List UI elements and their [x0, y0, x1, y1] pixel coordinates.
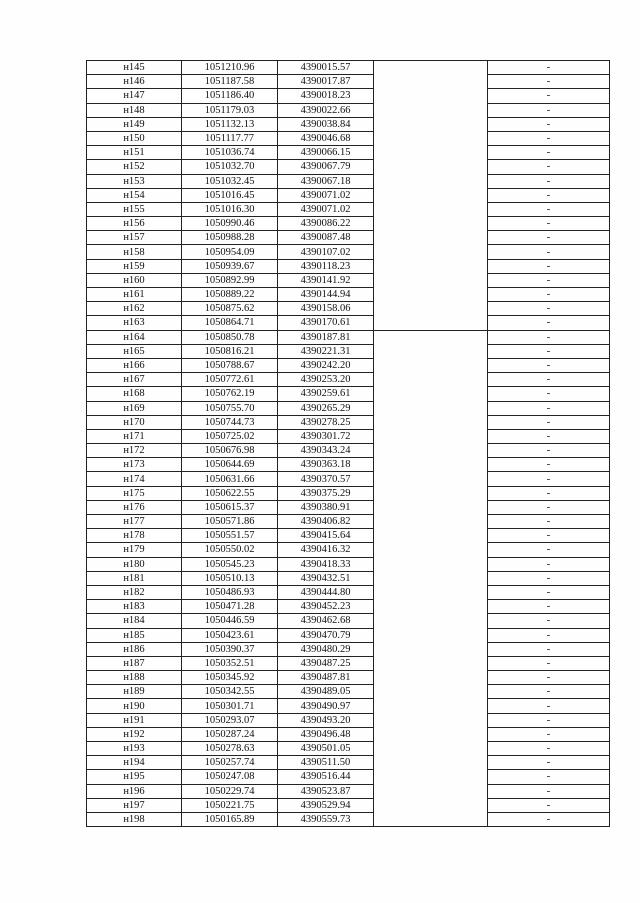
table-row — [87, 231, 610, 245]
table-row — [87, 89, 610, 103]
table-row — [87, 756, 610, 770]
point-id-cell: н162 — [87, 302, 182, 316]
note-cell: - — [488, 387, 610, 401]
note-cell: - — [488, 217, 610, 231]
note-cell: - — [488, 756, 610, 770]
table-row — [87, 401, 610, 415]
table-row — [87, 671, 610, 685]
note-cell: - — [488, 699, 610, 713]
x-coordinate-cell: 1051186.40 — [182, 89, 278, 103]
y-coordinate-cell: 4390470.79 — [278, 628, 374, 642]
y-coordinate-cell: 4390144.94 — [278, 288, 374, 302]
table-row — [87, 770, 610, 784]
x-coordinate-cell: 1050301.71 — [182, 699, 278, 713]
table-row — [87, 713, 610, 727]
x-coordinate-cell: 1050988.28 — [182, 231, 278, 245]
note-cell: - — [488, 259, 610, 273]
table-row — [87, 699, 610, 713]
note-cell: - — [488, 160, 610, 174]
x-coordinate-cell: 1050486.93 — [182, 585, 278, 599]
note-cell: - — [488, 770, 610, 784]
table-row — [87, 188, 610, 202]
x-coordinate-cell: 1050875.62 — [182, 302, 278, 316]
x-coordinate-cell: 1051032.45 — [182, 174, 278, 188]
table-row — [87, 529, 610, 543]
point-id-cell: н148 — [87, 103, 182, 117]
point-id-cell: н197 — [87, 798, 182, 812]
empty-cell-block-upper — [374, 61, 488, 331]
x-coordinate-cell: 1050615.37 — [182, 500, 278, 514]
point-id-cell: н145 — [87, 61, 182, 75]
note-cell: - — [488, 628, 610, 642]
table-row — [87, 500, 610, 514]
y-coordinate-cell: 4390118.23 — [278, 259, 374, 273]
note-cell: - — [488, 500, 610, 514]
table-row — [87, 543, 610, 557]
table-row — [87, 117, 610, 131]
point-id-cell: н168 — [87, 387, 182, 401]
x-coordinate-cell: 1050990.46 — [182, 217, 278, 231]
note-cell: - — [488, 600, 610, 614]
point-id-cell: н189 — [87, 685, 182, 699]
y-coordinate-cell: 4390380.91 — [278, 500, 374, 514]
y-coordinate-cell: 4390363.18 — [278, 458, 374, 472]
x-coordinate-cell: 1050165.89 — [182, 812, 278, 826]
point-id-cell: н146 — [87, 75, 182, 89]
note-cell: - — [488, 117, 610, 131]
point-id-cell: н171 — [87, 429, 182, 443]
y-coordinate-cell: 4390432.51 — [278, 571, 374, 585]
table-row — [87, 585, 610, 599]
y-coordinate-cell: 4390493.20 — [278, 713, 374, 727]
coordinates-table — [86, 60, 610, 827]
point-id-cell: н147 — [87, 89, 182, 103]
table-row — [87, 812, 610, 826]
note-cell: - — [488, 543, 610, 557]
x-coordinate-cell: 1050788.67 — [182, 358, 278, 372]
y-coordinate-cell: 4390071.02 — [278, 188, 374, 202]
table-row — [87, 202, 610, 216]
point-id-cell: н186 — [87, 642, 182, 656]
point-id-cell: н163 — [87, 316, 182, 330]
note-cell: - — [488, 656, 610, 670]
x-coordinate-cell: 1050229.74 — [182, 784, 278, 798]
note-cell: - — [488, 429, 610, 443]
x-coordinate-cell: 1050631.66 — [182, 472, 278, 486]
y-coordinate-cell: 4390067.79 — [278, 160, 374, 174]
table-row — [87, 727, 610, 741]
note-cell: - — [488, 75, 610, 89]
point-id-cell: н153 — [87, 174, 182, 188]
point-id-cell: н165 — [87, 344, 182, 358]
y-coordinate-cell: 4390501.05 — [278, 742, 374, 756]
note-cell: - — [488, 515, 610, 529]
x-coordinate-cell: 1050725.02 — [182, 429, 278, 443]
y-coordinate-cell: 4390416.32 — [278, 543, 374, 557]
table-row — [87, 784, 610, 798]
point-id-cell: н174 — [87, 472, 182, 486]
point-id-cell: н180 — [87, 557, 182, 571]
point-id-cell: н188 — [87, 671, 182, 685]
y-coordinate-cell: 4390046.68 — [278, 131, 374, 145]
y-coordinate-cell: 4390496.48 — [278, 727, 374, 741]
point-id-cell: н152 — [87, 160, 182, 174]
x-coordinate-cell: 1050345.92 — [182, 671, 278, 685]
point-id-cell: н196 — [87, 784, 182, 798]
y-coordinate-cell: 4390067.18 — [278, 174, 374, 188]
y-coordinate-cell: 4390086.22 — [278, 217, 374, 231]
point-id-cell: н160 — [87, 273, 182, 287]
point-id-cell: н195 — [87, 770, 182, 784]
note-cell: - — [488, 798, 610, 812]
x-coordinate-cell: 1051210.96 — [182, 61, 278, 75]
note-cell: - — [488, 415, 610, 429]
point-id-cell: н194 — [87, 756, 182, 770]
point-id-cell: н166 — [87, 358, 182, 372]
x-coordinate-cell: 1050423.61 — [182, 628, 278, 642]
y-coordinate-cell: 4390242.20 — [278, 358, 374, 372]
coordinates-table-body — [87, 61, 610, 827]
note-cell: - — [488, 188, 610, 202]
note-cell: - — [488, 373, 610, 387]
point-id-cell: н190 — [87, 699, 182, 713]
note-cell: - — [488, 642, 610, 656]
x-coordinate-cell: 1050850.78 — [182, 330, 278, 344]
y-coordinate-cell: 4390278.25 — [278, 415, 374, 429]
note-cell: - — [488, 288, 610, 302]
point-id-cell: н179 — [87, 543, 182, 557]
x-coordinate-cell: 1050510.13 — [182, 571, 278, 585]
point-id-cell: н154 — [87, 188, 182, 202]
x-coordinate-cell: 1051036.74 — [182, 146, 278, 160]
note-cell: - — [488, 330, 610, 344]
point-id-cell: н156 — [87, 217, 182, 231]
y-coordinate-cell: 4390265.29 — [278, 401, 374, 415]
empty-cell-block-lower — [374, 330, 488, 827]
x-coordinate-cell: 1051117.77 — [182, 131, 278, 145]
table-row — [87, 217, 610, 231]
note-cell: - — [488, 358, 610, 372]
y-coordinate-cell: 4390107.02 — [278, 245, 374, 259]
table-row — [87, 330, 610, 344]
table-row — [87, 628, 610, 642]
x-coordinate-cell: 1050755.70 — [182, 401, 278, 415]
y-coordinate-cell: 4390444.80 — [278, 585, 374, 599]
y-coordinate-cell: 4390158.06 — [278, 302, 374, 316]
y-coordinate-cell: 4390259.61 — [278, 387, 374, 401]
x-coordinate-cell: 1051032.70 — [182, 160, 278, 174]
y-coordinate-cell: 4390015.57 — [278, 61, 374, 75]
note-cell: - — [488, 671, 610, 685]
note-cell: - — [488, 245, 610, 259]
x-coordinate-cell: 1050352.51 — [182, 656, 278, 670]
table-row — [87, 515, 610, 529]
table-row — [87, 444, 610, 458]
note-cell: - — [488, 458, 610, 472]
x-coordinate-cell: 1050293.07 — [182, 713, 278, 727]
x-coordinate-cell: 1051179.03 — [182, 103, 278, 117]
table-row — [87, 160, 610, 174]
table-row — [87, 742, 610, 756]
note-cell: - — [488, 61, 610, 75]
y-coordinate-cell: 4390452.23 — [278, 600, 374, 614]
x-coordinate-cell: 1050221.75 — [182, 798, 278, 812]
table-row — [87, 358, 610, 372]
y-coordinate-cell: 4390370.57 — [278, 472, 374, 486]
table-row — [87, 614, 610, 628]
point-id-cell: н178 — [87, 529, 182, 543]
point-id-cell: н181 — [87, 571, 182, 585]
note-cell: - — [488, 344, 610, 358]
table-row — [87, 387, 610, 401]
x-coordinate-cell: 1050257.74 — [182, 756, 278, 770]
y-coordinate-cell: 4390516.44 — [278, 770, 374, 784]
point-id-cell: н176 — [87, 500, 182, 514]
y-coordinate-cell: 4390480.29 — [278, 642, 374, 656]
note-cell: - — [488, 444, 610, 458]
y-coordinate-cell: 4390071.02 — [278, 202, 374, 216]
point-id-cell: н173 — [87, 458, 182, 472]
point-id-cell: н155 — [87, 202, 182, 216]
table-row — [87, 75, 610, 89]
note-cell: - — [488, 585, 610, 599]
x-coordinate-cell: 1050287.24 — [182, 727, 278, 741]
point-id-cell: н157 — [87, 231, 182, 245]
y-coordinate-cell: 4390415.64 — [278, 529, 374, 543]
table-row — [87, 316, 610, 330]
y-coordinate-cell: 4390087.48 — [278, 231, 374, 245]
y-coordinate-cell: 4390559.73 — [278, 812, 374, 826]
point-id-cell: н175 — [87, 486, 182, 500]
x-coordinate-cell: 1050571.86 — [182, 515, 278, 529]
point-id-cell: н182 — [87, 585, 182, 599]
y-coordinate-cell: 4390529.94 — [278, 798, 374, 812]
x-coordinate-cell: 1051132.13 — [182, 117, 278, 131]
y-coordinate-cell: 4390343.24 — [278, 444, 374, 458]
y-coordinate-cell: 4390253.20 — [278, 373, 374, 387]
table-row — [87, 103, 610, 117]
y-coordinate-cell: 4390170.61 — [278, 316, 374, 330]
table-row — [87, 131, 610, 145]
table-row — [87, 429, 610, 443]
x-coordinate-cell: 1050954.09 — [182, 245, 278, 259]
y-coordinate-cell: 4390523.87 — [278, 784, 374, 798]
y-coordinate-cell: 4390018.23 — [278, 89, 374, 103]
note-cell: - — [488, 231, 610, 245]
x-coordinate-cell: 1050762.19 — [182, 387, 278, 401]
point-id-cell: н183 — [87, 600, 182, 614]
y-coordinate-cell: 4390066.15 — [278, 146, 374, 160]
point-id-cell: н161 — [87, 288, 182, 302]
point-id-cell: н184 — [87, 614, 182, 628]
y-coordinate-cell: 4390511.50 — [278, 756, 374, 770]
table-row — [87, 472, 610, 486]
note-cell: - — [488, 316, 610, 330]
x-coordinate-cell: 1050622.55 — [182, 486, 278, 500]
point-id-cell: н192 — [87, 727, 182, 741]
table-row — [87, 174, 610, 188]
x-coordinate-cell: 1050446.59 — [182, 614, 278, 628]
y-coordinate-cell: 4390487.25 — [278, 656, 374, 670]
x-coordinate-cell: 1051187.58 — [182, 75, 278, 89]
x-coordinate-cell: 1050551.57 — [182, 529, 278, 543]
point-id-cell: н158 — [87, 245, 182, 259]
point-id-cell: н150 — [87, 131, 182, 145]
y-coordinate-cell: 4390489.05 — [278, 685, 374, 699]
table-row — [87, 373, 610, 387]
x-coordinate-cell: 1050889.22 — [182, 288, 278, 302]
note-cell: - — [488, 685, 610, 699]
note-cell: - — [488, 174, 610, 188]
table-row — [87, 245, 610, 259]
x-coordinate-cell: 1050772.61 — [182, 373, 278, 387]
x-coordinate-cell: 1050864.71 — [182, 316, 278, 330]
note-cell: - — [488, 146, 610, 160]
note-cell: - — [488, 302, 610, 316]
note-cell: - — [488, 614, 610, 628]
x-coordinate-cell: 1050390.37 — [182, 642, 278, 656]
x-coordinate-cell: 1050644.69 — [182, 458, 278, 472]
table-row — [87, 415, 610, 429]
table-row — [87, 61, 610, 75]
table-row — [87, 656, 610, 670]
x-coordinate-cell: 1050550.02 — [182, 543, 278, 557]
x-coordinate-cell: 1050816.21 — [182, 344, 278, 358]
note-cell: - — [488, 713, 610, 727]
note-cell: - — [488, 131, 610, 145]
note-cell: - — [488, 727, 610, 741]
x-coordinate-cell: 1051016.45 — [182, 188, 278, 202]
note-cell: - — [488, 486, 610, 500]
point-id-cell: н170 — [87, 415, 182, 429]
point-id-cell: н177 — [87, 515, 182, 529]
note-cell: - — [488, 784, 610, 798]
note-cell: - — [488, 812, 610, 826]
table-row — [87, 571, 610, 585]
point-id-cell: н159 — [87, 259, 182, 273]
point-id-cell: н198 — [87, 812, 182, 826]
note-cell: - — [488, 557, 610, 571]
point-id-cell: н185 — [87, 628, 182, 642]
table-row — [87, 600, 610, 614]
y-coordinate-cell: 4390017.87 — [278, 75, 374, 89]
x-coordinate-cell: 1050342.55 — [182, 685, 278, 699]
point-id-cell: н164 — [87, 330, 182, 344]
note-cell: - — [488, 529, 610, 543]
y-coordinate-cell: 4390221.31 — [278, 344, 374, 358]
note-cell: - — [488, 103, 610, 117]
point-id-cell: н193 — [87, 742, 182, 756]
y-coordinate-cell: 4390487.81 — [278, 671, 374, 685]
y-coordinate-cell: 4390490.97 — [278, 699, 374, 713]
x-coordinate-cell: 1050676.98 — [182, 444, 278, 458]
point-id-cell: н169 — [87, 401, 182, 415]
point-id-cell: н191 — [87, 713, 182, 727]
point-id-cell: н187 — [87, 656, 182, 670]
x-coordinate-cell: 1050939.67 — [182, 259, 278, 273]
y-coordinate-cell: 4390406.82 — [278, 515, 374, 529]
note-cell: - — [488, 273, 610, 287]
y-coordinate-cell: 4390187.81 — [278, 330, 374, 344]
note-cell: - — [488, 571, 610, 585]
table-row — [87, 146, 610, 160]
y-coordinate-cell: 4390462.68 — [278, 614, 374, 628]
table-row — [87, 642, 610, 656]
table-row — [87, 273, 610, 287]
table-row — [87, 458, 610, 472]
x-coordinate-cell: 1050247.08 — [182, 770, 278, 784]
table-row — [87, 302, 610, 316]
table-row — [87, 288, 610, 302]
note-cell: - — [488, 89, 610, 103]
point-id-cell: н149 — [87, 117, 182, 131]
table-row — [87, 344, 610, 358]
y-coordinate-cell: 4390418.33 — [278, 557, 374, 571]
point-id-cell: н167 — [87, 373, 182, 387]
y-coordinate-cell: 4390141.92 — [278, 273, 374, 287]
y-coordinate-cell: 4390022.66 — [278, 103, 374, 117]
y-coordinate-cell: 4390301.72 — [278, 429, 374, 443]
x-coordinate-cell: 1050545.23 — [182, 557, 278, 571]
x-coordinate-cell: 1050471.28 — [182, 600, 278, 614]
table-row — [87, 557, 610, 571]
table-row — [87, 798, 610, 812]
table-row — [87, 259, 610, 273]
note-cell: - — [488, 401, 610, 415]
note-cell: - — [488, 742, 610, 756]
point-id-cell: н172 — [87, 444, 182, 458]
x-coordinate-cell: 1051016.30 — [182, 202, 278, 216]
x-coordinate-cell: 1050278.63 — [182, 742, 278, 756]
x-coordinate-cell: 1050744.73 — [182, 415, 278, 429]
x-coordinate-cell: 1050892.99 — [182, 273, 278, 287]
note-cell: - — [488, 202, 610, 216]
y-coordinate-cell: 4390038.84 — [278, 117, 374, 131]
point-id-cell: н151 — [87, 146, 182, 160]
note-cell: - — [488, 472, 610, 486]
table-row — [87, 685, 610, 699]
y-coordinate-cell: 4390375.29 — [278, 486, 374, 500]
table-row — [87, 486, 610, 500]
